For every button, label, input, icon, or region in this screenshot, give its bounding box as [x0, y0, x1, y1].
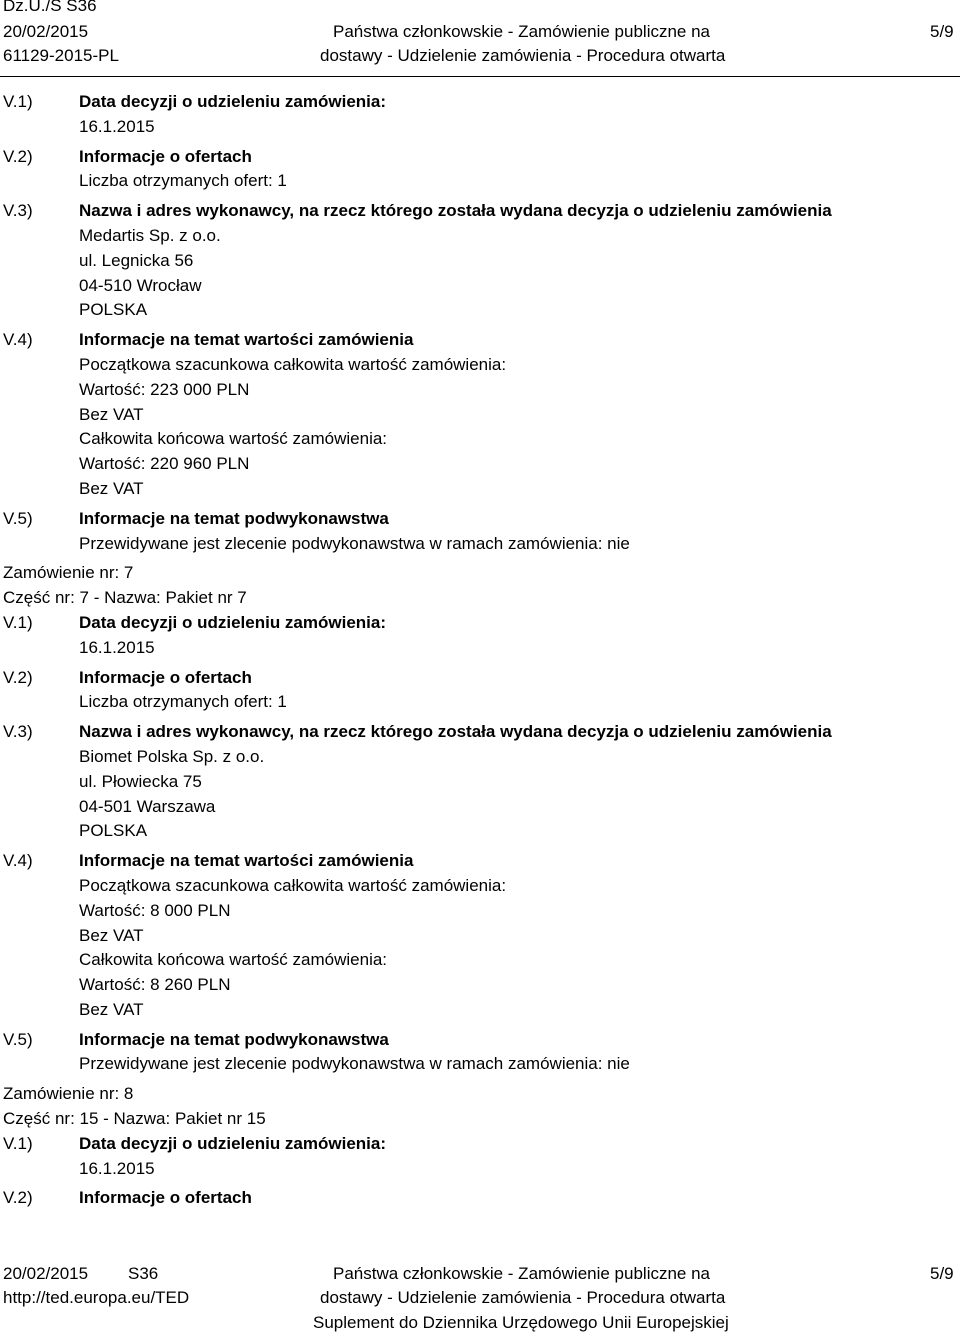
order-part: Część nr: 7 - Nazwa: Pakiet nr 7 [3, 588, 247, 608]
order-number: Zamówienie nr: 7 [3, 563, 134, 583]
section-label: V.2) [3, 146, 33, 166]
subcontracting-info: Przewidywane jest zlecenie podwykonawstwa w ramach zamówienia: nie [79, 533, 630, 553]
section-v5 [0, 507, 960, 532]
final-value: Wartość: 220 960 PLN [79, 454, 250, 474]
initial-value-label: Początkowa szacunkowa całkowita wartość zamówienia: [79, 354, 507, 374]
section-heading: Informacje o ofertach [79, 146, 252, 166]
section-heading: Nazwa i adres wykonawcy, na rzecz którego została wydana decyzja o udzieleniu zamówienia [79, 722, 832, 742]
footer-title-line2: dostawy - Udzielenie zamówienia - Procedura otwarta [320, 1288, 726, 1307]
final-value: Wartość: 8 260 PLN [79, 975, 231, 995]
section-v4 [0, 328, 960, 353]
section-v3 [0, 720, 960, 745]
section-v1 [0, 611, 960, 636]
section-v2 [0, 666, 960, 691]
final-value-label: Całkowita końcowa wartość zamówienia: [79, 950, 388, 970]
contractor-street: ul. Legnicka 56 [79, 250, 194, 270]
section-heading: Informacje na temat podwykonawstwa [79, 508, 389, 528]
contractor-country: POLSKA [79, 821, 148, 841]
page-header [0, 0, 960, 76]
section-label: V.2) [3, 1188, 33, 1208]
section-v2 [0, 1186, 960, 1211]
final-vat: Bez VAT [79, 478, 144, 498]
final-value-label: Całkowita końcowa wartość zamówienia: [79, 429, 388, 449]
initial-value: Wartość: 223 000 PLN [79, 379, 250, 399]
contractor-name: Medartis Sp. z o.o. [79, 225, 221, 245]
section-label: V.2) [3, 667, 33, 687]
section-label: V.5) [3, 1029, 33, 1049]
section-v4 [0, 849, 960, 874]
section-label: V.4) [3, 851, 33, 871]
section-label: V.3) [3, 201, 33, 221]
section-label: V.1) [3, 92, 33, 111]
section-heading: Informacje na temat wartości zamówienia [79, 330, 414, 350]
award-date: 16.1.2015 [79, 637, 155, 657]
footer-date: 20/02/2015 [3, 1264, 89, 1283]
final-vat: Bez VAT [79, 999, 144, 1019]
order-part: Część nr: 15 - Nazwa: Pakiet nr 15 [3, 1109, 266, 1129]
section-label: V.1) [3, 612, 33, 632]
header-title-line1: Państwa członkowskie - Zamówienie publiczne na [333, 22, 711, 41]
section-heading: Nazwa i adres wykonawcy, na rzecz którego została wydana decyzja o udzieleniu zamówienia [79, 201, 832, 221]
page-footer [0, 1258, 960, 1334]
section-heading: Data decyzji o udzieleniu zamówienia: [79, 1133, 387, 1153]
initial-vat: Bez VAT [79, 404, 144, 424]
footer-page-number: 5/9 [930, 1264, 954, 1283]
initial-value: Wartość: 8 000 PLN [79, 900, 231, 920]
section-heading: Data decyzji o udzieleniu zamówienia: [79, 92, 387, 111]
section-label: V.4) [3, 330, 33, 350]
footer-supplement: Suplement do Dziennika Urzędowego Unii Europejskiej [313, 1313, 729, 1332]
section-label: V.5) [3, 508, 33, 528]
document-body [0, 90, 960, 1211]
initial-vat: Bez VAT [79, 925, 144, 945]
offers-count: Liczba otrzymanych ofert: 1 [79, 171, 287, 191]
section-label: V.3) [3, 722, 33, 742]
header-divider [0, 76, 960, 77]
contractor-city: 04-510 Wrocław [79, 275, 202, 295]
journal-ref: Dz.U./S S36 [3, 0, 97, 15]
award-date: 16.1.2015 [79, 116, 155, 136]
contractor-street: ul. Płowiecka 75 [79, 771, 202, 791]
section-label: V.1) [3, 1133, 33, 1153]
section-heading: Informacje o ofertach [79, 1188, 252, 1208]
order-number: Zamówienie nr: 8 [3, 1084, 134, 1104]
footer-title-line1: Państwa członkowskie - Zamówienie publiczne na [333, 1264, 711, 1283]
section-heading: Informacje o ofertach [79, 667, 252, 687]
section-heading: Informacje na temat wartości zamówienia [79, 851, 414, 871]
subcontracting-info: Przewidywane jest zlecenie podwykonawstwa w ramach zamówienia: nie [79, 1054, 630, 1074]
section-v1 [0, 90, 960, 115]
offers-count: Liczba otrzymanych ofert: 1 [79, 692, 287, 712]
footer-url: http://ted.europa.eu/TED [3, 1288, 190, 1307]
section-v5 [0, 1028, 960, 1053]
header-page-number: 5/9 [930, 22, 954, 41]
section-v3 [0, 199, 960, 224]
header-doc-id: 61129-2015-PL [3, 46, 119, 65]
header-title-line2: dostawy - Udzielenie zamówienia - Procedura otwarta [320, 46, 726, 65]
section-v2 [0, 145, 960, 170]
section-heading: Informacje na temat podwykonawstwa [79, 1029, 389, 1049]
contractor-name: Biomet Polska Sp. z o.o. [79, 746, 265, 766]
section-v1 [0, 1132, 960, 1157]
header-date: 20/02/2015 [3, 22, 89, 41]
award-date: 16.1.2015 [79, 1158, 155, 1178]
initial-value-label: Początkowa szacunkowa całkowita wartość zamówienia: [79, 875, 507, 895]
contractor-city: 04-501 Warszawa [79, 796, 216, 816]
contractor-country: POLSKA [79, 300, 148, 320]
footer-series: S36 [128, 1264, 159, 1283]
section-heading: Data decyzji o udzieleniu zamówienia: [79, 612, 387, 632]
